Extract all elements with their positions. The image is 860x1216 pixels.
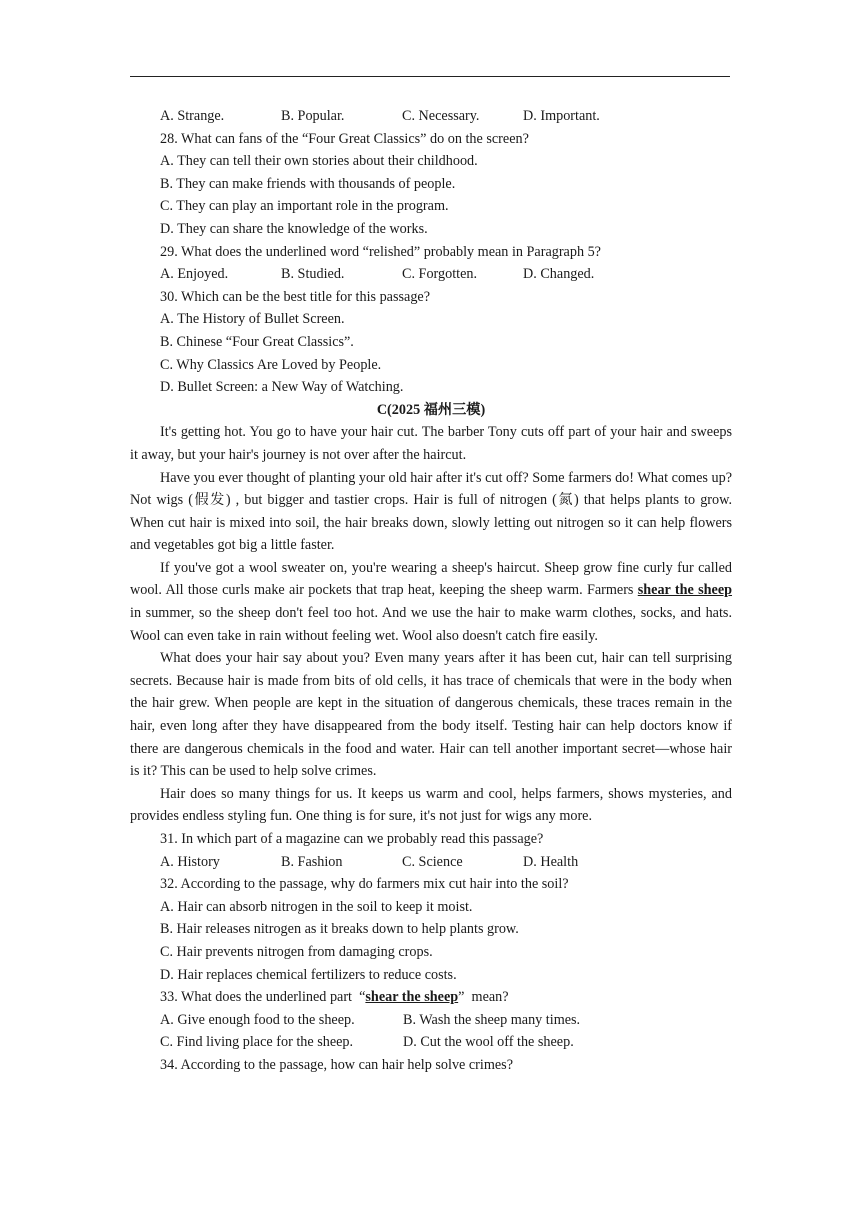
q33-options-row-2	[130, 1031, 732, 1054]
passage-paragraph-3	[130, 557, 732, 647]
q30-option-a: A. The History of Bullet Screen.	[160, 311, 345, 328]
passage-paragraph-2: Have you ever thought of planting your old hair after it's cut off? Some farmers do! What comes up? Not wigs (假发) , but bigger and tastier crops. Hair is full of nitrogen (氮) that helps plants to grow. When cut hair is mixed into soil, the hair breaks down, slowly letting out nitrogen so it can help flowers and vegetables got big a little faster.	[130, 469, 732, 554]
q34-stem: 34. According to the passage, how can hair help solve crimes?	[160, 1056, 514, 1073]
q29-option-d: D. Changed.	[523, 266, 595, 283]
q29-option-b: B. Studied.	[281, 266, 345, 283]
q27-option-b: B. Popular.	[281, 108, 345, 124]
passage-paragraph-4: What does your hair say about you? Even many years after it has been cut, hair can tell surprising secrets. Because hair is made from bits of old cells, it has trace of chemicals that were in the body when the hair grew. When people are kept in the situation of dangerous chemicals, these traces remain in the hair, even long after they have disappeared from the body itself. Testing hair can help doctors know if there are dangerous chemicals in the food and water. Hair can tell another important secret—whose hair is it? This can be used to help solve crimes.	[130, 650, 732, 780]
q31-option-d: D. Health	[523, 853, 579, 870]
section-title: C(2025 福州三模)	[376, 401, 486, 418]
q27-option-c: C. Necessary.	[402, 108, 480, 124]
q28-option-a: A. They can tell their own stories about their childhood.	[160, 153, 478, 170]
q33-stem-before: 33. What does the underlined part “	[160, 989, 366, 1006]
q31-stem: 31. In which part of a magazine can we probably read this passage?	[160, 831, 544, 847]
q33-option-c: C. Find living place for the sheep.	[160, 1034, 354, 1051]
passage-paragraph-1: It's getting hot. You go to have your hair cut. The barber Tony cuts off part of your hair and sweeps it away, but your hair's journey is not over after the haircut.	[130, 424, 732, 463]
q33-stem-after: ” mean?	[458, 989, 509, 1006]
underlined-phrase: shear the sheep	[637, 582, 733, 599]
q31-option-c: C. Science	[402, 853, 463, 870]
q27-options	[130, 105, 732, 128]
q31-option-b: B. Fashion	[281, 853, 343, 870]
q31-option-a: A. History	[160, 853, 220, 870]
q33-stem	[130, 986, 732, 1009]
q33-options-row-1	[130, 1009, 732, 1032]
q28-option-c: C. They can play an important role in the program.	[160, 198, 449, 215]
q32-option-d: D. Hair replaces chemical fertilizers to reduce costs.	[160, 966, 457, 983]
q33-option-d: D. Cut the wool off the sheep.	[403, 1034, 574, 1051]
q29-option-c: C. Forgotten.	[402, 266, 478, 283]
q27-option-a: A. Strange.	[160, 108, 225, 124]
q30-option-c: C. Why Classics Are Loved by People.	[160, 356, 382, 373]
q32-stem: 32. According to the passage, why do farmers mix cut hair into the soil?	[160, 876, 569, 893]
paragraph-3-text-after: in summer, so the sheep don't feel too hot. And we use the hair to make warm clothes, socks, and hats. Wool can even take in rain without feeling wet. Wool also doesn't catch fire easily.	[130, 605, 732, 644]
q28-option-d: D. They can share the knowledge of the works.	[160, 220, 428, 237]
passage-paragraph-5: Hair does so many things for us. It keeps us warm and cool, helps farmers, shows mysteries, and provides endless styling fun. One thing is for sure, it's not just for wigs any more.	[130, 785, 732, 825]
page-content	[130, 105, 732, 1077]
q29-options	[130, 263, 732, 286]
q27-option-d: D. Important.	[523, 108, 600, 124]
q33-underlined-phrase: shear the sheep	[365, 989, 459, 1006]
q30-option-b: B. Chinese “Four Great Classics”.	[160, 333, 354, 350]
q32-option-c: C. Hair prevents nitrogen from damaging crops.	[160, 943, 433, 960]
q28-option-b: B. They can make friends with thousands of people.	[160, 175, 456, 192]
q28-stem: 28. What can fans of the “Four Great Classics” do on the screen?	[160, 130, 529, 147]
header-rule	[130, 76, 730, 77]
paragraph-3-text-before: If you've got a wool sweater on, you're wearing a sheep's haircut. Sheep grow fine curly fur called wool. All those curls make air pockets that trap heat, keeping the sheep warm. Farmers	[130, 559, 732, 599]
q29-option-a: A. Enjoyed.	[160, 266, 229, 283]
q31-options	[130, 851, 732, 874]
q33-option-b: B. Wash the sheep many times.	[403, 1011, 581, 1028]
q30-stem: 30. Which can be the best title for this passage?	[160, 288, 431, 305]
q29-stem: 29. What does the underlined word “relished” probably mean in Paragraph 5?	[160, 243, 601, 260]
q30-option-d: D. Bullet Screen: a New Way of Watching.	[160, 379, 404, 396]
q32-option-a: A. Hair can absorb nitrogen in the soil to keep it moist.	[160, 898, 473, 915]
q33-option-a: A. Give enough food to the sheep.	[160, 1011, 355, 1028]
q32-option-b: B. Hair releases nitrogen as it breaks down to help plants grow.	[160, 921, 519, 938]
